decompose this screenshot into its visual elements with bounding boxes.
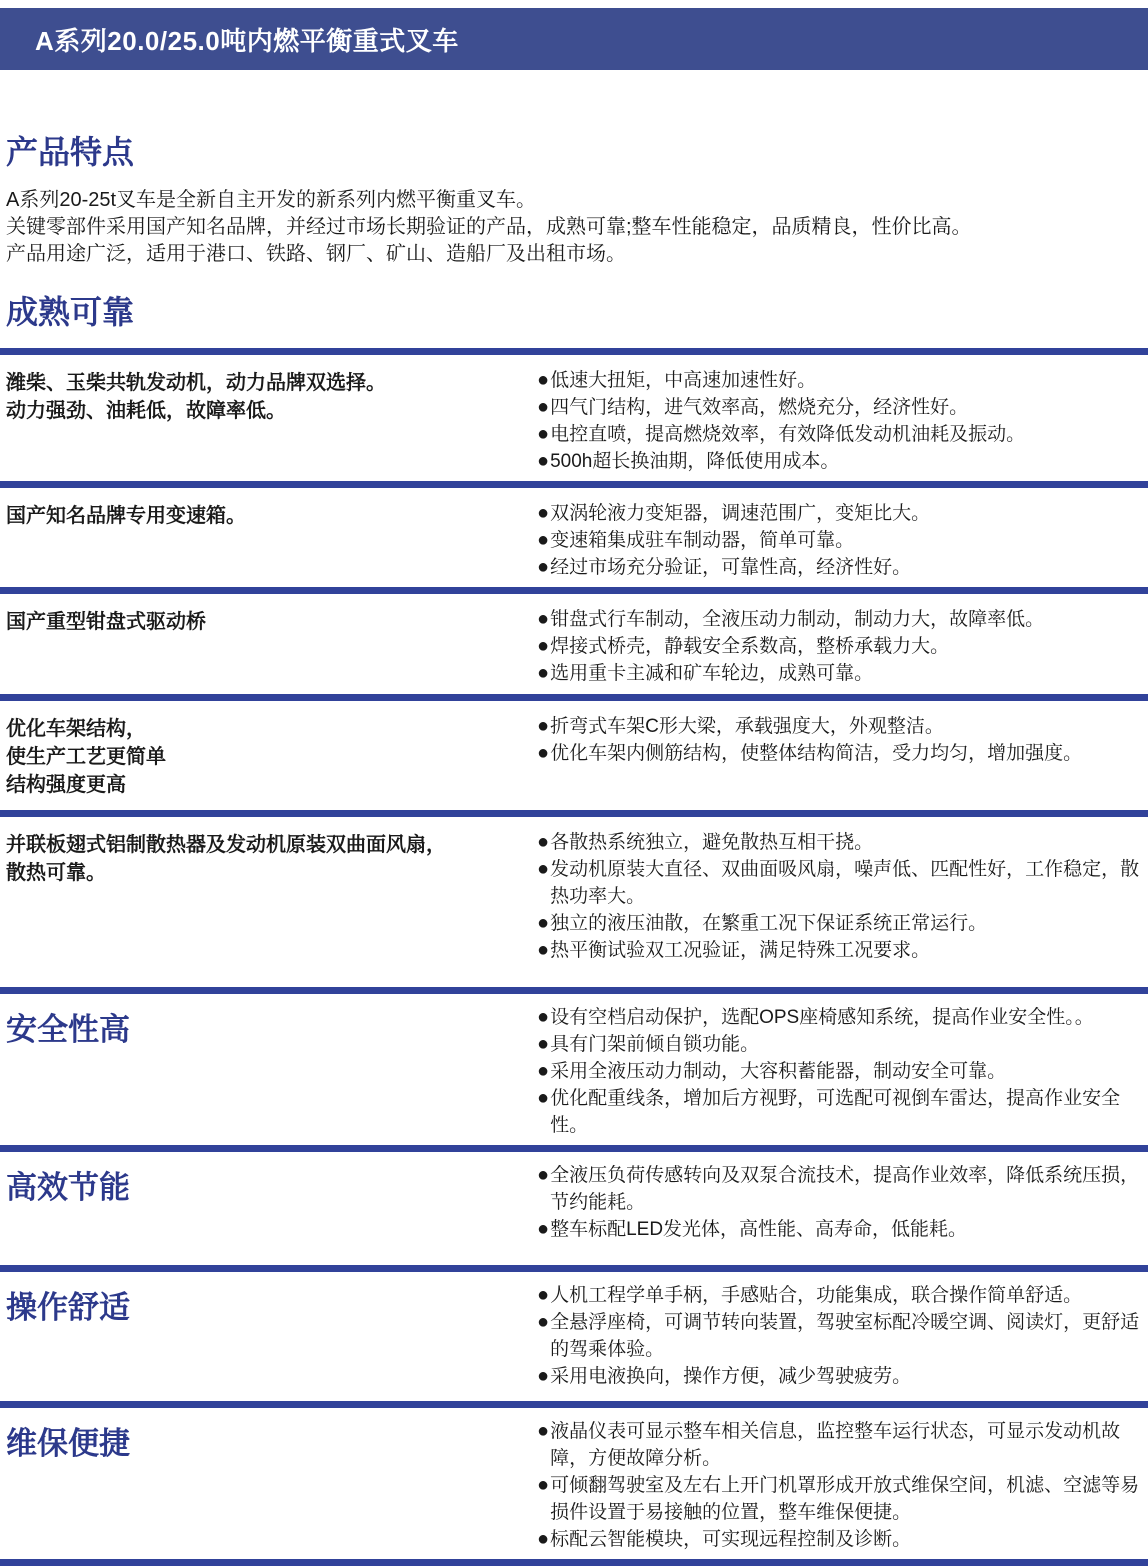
bullet-icon: ● <box>537 449 550 472</box>
bullet-icon: ● <box>537 1163 550 1186</box>
section-bullets <box>537 1162 1140 1259</box>
bullet-item <box>537 713 1140 740</box>
bullet-item <box>537 1526 1140 1553</box>
bullet-text: 双涡轮液力变矩器，调速范围广，变矩比大。 <box>550 502 931 524</box>
bullet-icon: ● <box>537 368 550 391</box>
bullet-text: 液晶仪表可显示整车相关信息，监控整车运行状态，可显示发动机故障，方便故障分析。 <box>550 1420 1121 1469</box>
bullet-icon: ● <box>537 422 550 445</box>
feature-row <box>0 481 1148 587</box>
bullet-item <box>537 1031 1140 1058</box>
bullet-text: 四气门结构，进气效率高，燃烧充分，经济性好。 <box>550 396 969 418</box>
bullet-item <box>537 448 1140 475</box>
intro-paragraph-line: A系列20-25t叉车是全新自主开发的新系列内燃平衡重叉车。 <box>6 188 537 211</box>
feature-label-line: 优化车架结构， <box>6 717 146 740</box>
feature-label <box>6 829 537 981</box>
feature-label <box>6 500 537 581</box>
feature-label-line: 潍柴、玉柴共轨发动机，动力品牌双选择。 <box>6 371 386 394</box>
feature-label-line: 结构强度更高 <box>6 773 126 796</box>
content <box>0 134 1148 1566</box>
bullet-item <box>537 1309 1140 1363</box>
bullet-item <box>537 1162 1140 1216</box>
feature-bullets <box>537 500 1140 581</box>
bullet-text: 设有空档启动保护，选配OPS座椅感知系统，提高作业安全性。。 <box>550 1006 1094 1028</box>
feature-label <box>6 606 537 688</box>
feature-label-line: 并联板翅式铝制散热器及发动机原装双曲面风扇， <box>6 833 446 856</box>
feature-bullets <box>537 713 1140 804</box>
bullet-item <box>537 633 1140 660</box>
feature-label-line: 使生产工艺更简单 <box>6 745 166 768</box>
feature-label <box>6 367 537 475</box>
bullet-item <box>537 740 1140 767</box>
bullet-item <box>537 910 1140 937</box>
product-features-heading: 产品特点 <box>6 134 135 170</box>
feature-label-line: 国产知名品牌专用变速箱。 <box>6 504 246 527</box>
bullet-text: 选用重卡主减和矿车轮边，成熟可靠。 <box>550 662 874 684</box>
section-bullets <box>537 1282 1140 1395</box>
bullet-icon: ● <box>537 857 550 880</box>
bullet-text: 各散热系统独立，避免散热互相干挠。 <box>550 831 874 853</box>
product-features-section <box>0 134 1148 331</box>
feature-label <box>6 713 537 804</box>
bullet-icon: ● <box>537 395 550 418</box>
bullet-text: 全悬浮座椅，可调节转向装置，驾驶室标配冷暖空调、阅读灯，更舒适的驾乘体验。 <box>550 1311 1140 1360</box>
bullet-text: 低速大扭矩，中高速加速性好。 <box>550 369 817 391</box>
bullet-text: 标配云智能模块，可实现远程控制及诊断。 <box>550 1528 912 1550</box>
bullet-item <box>537 1004 1140 1031</box>
bullet-text: 经过市场充分验证，可靠性高，经济性好。 <box>550 556 912 578</box>
bullet-item <box>537 829 1140 856</box>
section-bullets <box>537 1418 1140 1553</box>
bullet-text: 人机工程学单手柄，手感贴合，功能集成，联合操作简单舒适。 <box>550 1284 1083 1306</box>
bullet-icon: ● <box>537 1527 550 1550</box>
bullet-item <box>537 500 1140 527</box>
bullet-text: 具有门架前倾自锁功能。 <box>550 1033 760 1055</box>
bullet-text: 独立的液压油散，在繁重工况下保证系统正常运行。 <box>550 912 988 934</box>
bullet-icon: ● <box>537 1283 550 1306</box>
bullet-icon: ● <box>537 607 550 630</box>
bullet-icon: ● <box>537 1364 550 1387</box>
bullet-item <box>537 856 1140 910</box>
bullet-text: 采用电液换向，操作方便，减少驾驶疲劳。 <box>550 1365 912 1387</box>
bullet-icon: ● <box>537 528 550 551</box>
bullet-icon: ● <box>537 1310 550 1333</box>
feature-row <box>0 810 1148 987</box>
bullet-item <box>537 421 1140 448</box>
bullet-item <box>537 1418 1140 1472</box>
feature-label-line: 国产重型钳盘式驱动桥 <box>6 610 206 633</box>
bullet-icon: ● <box>537 741 550 764</box>
bullet-icon: ● <box>537 938 550 961</box>
bullet-icon: ● <box>537 1059 550 1082</box>
bullet-item <box>537 1058 1140 1085</box>
intro-paragraph-line: 关键零部件采用国产知名品牌，并经过市场长期验证的产品，成熟可靠;整车性能稳定，品质精良，性价比高。 <box>6 215 972 238</box>
section-heading: 高效节能 <box>6 1169 130 1205</box>
section-heading: 操作舒适 <box>6 1289 130 1325</box>
feature-sections <box>0 987 1148 1566</box>
bullet-item <box>537 1216 1140 1243</box>
bullet-item <box>537 527 1140 554</box>
bullet-icon: ● <box>537 661 550 684</box>
page-header-bar <box>0 8 1148 70</box>
feature-section <box>0 1265 1148 1401</box>
product-features-paragraph <box>6 187 1140 268</box>
bullet-text: 焊接式桥壳，静载安全系数高，整桥承载力大。 <box>550 635 950 657</box>
bullet-text: 电控直喷，提高燃烧效率，有效降低发动机油耗及振动。 <box>550 423 1026 445</box>
bullet-text: 可倾翻驾驶室及左右上开门机罩形成开放式维保空间，机滤、空滤等易损件设置于易接触的位置，整车维保便捷。 <box>550 1474 1140 1523</box>
bullet-icon: ● <box>537 911 550 934</box>
feature-section <box>0 1145 1148 1265</box>
bullet-item <box>537 367 1140 394</box>
bullet-text: 热平衡试验双工况验证，满足特殊工况要求。 <box>550 939 931 961</box>
bullet-text: 优化车架内侧筋结构，使整体结构简洁，受力均匀，增加强度。 <box>550 742 1083 764</box>
bullet-icon: ● <box>537 714 550 737</box>
bullet-icon: ● <box>537 501 550 524</box>
bullet-item <box>537 1363 1140 1390</box>
bullet-icon: ● <box>537 1086 550 1109</box>
bullet-item <box>537 937 1140 964</box>
section-bullets <box>537 1004 1140 1139</box>
bullet-item <box>537 554 1140 581</box>
feature-bullets <box>537 606 1140 688</box>
bullet-icon: ● <box>537 634 550 657</box>
feature-section <box>0 987 1148 1145</box>
feature-row <box>0 348 1148 481</box>
feature-section <box>0 1401 1148 1566</box>
page-title: A系列20.0/25.0吨内燃平衡重式叉车 <box>35 25 459 56</box>
feature-bullets <box>537 367 1140 475</box>
bullet-text: 整车标配LED发光体，高性能、高寿命，低能耗。 <box>550 1218 968 1240</box>
bullet-text: 500h超长换油期，降低使用成本。 <box>550 450 840 472</box>
bullet-icon: ● <box>537 1473 550 1496</box>
feature-bullets <box>537 829 1140 981</box>
bullet-text: 采用全液压动力制动，大容积蓄能器，制动安全可靠。 <box>550 1060 1007 1082</box>
feature-label-line: 散热可靠。 <box>6 861 106 884</box>
bullet-text: 钳盘式行车制动，全液压动力制动，制动力大，故障率低。 <box>550 608 1045 630</box>
bullet-text: 优化配重线条，增加后方视野，可选配可视倒车雷达，提高作业安全性。 <box>550 1087 1121 1136</box>
section-heading: 安全性高 <box>6 1011 130 1047</box>
bullet-text: 变速箱集成驻车制动器，简单可靠。 <box>550 529 855 551</box>
section-heading: 维保便捷 <box>6 1425 130 1461</box>
intro-paragraph-line: 产品用途广泛，适用于港口、铁路、钢厂、矿山、造船厂及出租市场。 <box>6 242 626 265</box>
feature-table <box>0 348 1148 987</box>
bullet-icon: ● <box>537 1032 550 1055</box>
bullet-icon: ● <box>537 830 550 853</box>
bullet-item <box>537 660 1140 687</box>
bullet-item <box>537 606 1140 633</box>
bullet-item <box>537 394 1140 421</box>
feature-label-line: 动力强劲、油耗低，故障率低。 <box>6 399 286 422</box>
bullet-item <box>537 1085 1140 1139</box>
bullet-text: 发动机原装大直径、双曲面吸风扇，噪声低、匹配性好，工作稳定，散热功率大。 <box>550 858 1140 907</box>
bullet-text: 折弯式车架C形大梁，承载强度大，外观整洁。 <box>550 715 944 737</box>
mature-reliable-heading: 成熟可靠 <box>6 293 135 330</box>
bullet-icon: ● <box>537 1217 550 1240</box>
bullet-icon: ● <box>537 1005 550 1028</box>
feature-row <box>0 694 1148 810</box>
bullet-item <box>537 1472 1140 1526</box>
bullet-item <box>537 1282 1140 1309</box>
bullet-icon: ● <box>537 555 550 578</box>
bullet-text: 全液压负荷传感转向及双泵合流技术，提高作业效率，降低系统压损，节约能耗。 <box>550 1164 1140 1213</box>
feature-row <box>0 587 1148 694</box>
bullet-icon: ● <box>537 1419 550 1442</box>
